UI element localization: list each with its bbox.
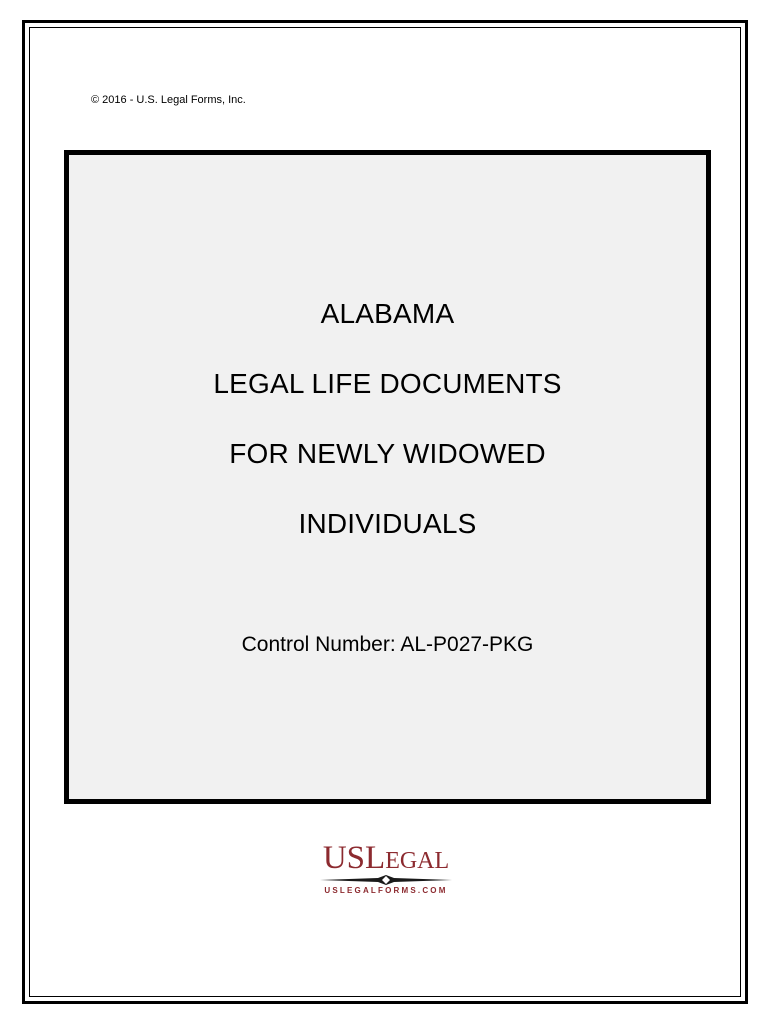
document-title-line-3: INDIVIDUALS	[298, 508, 477, 539]
logo-l: L	[365, 840, 386, 876]
cover-title-box	[64, 150, 711, 804]
document-title-line-2: FOR NEWLY WIDOWED	[229, 438, 546, 469]
state-title: ALABAMA	[320, 298, 455, 329]
copyright-notice: © 2016 - U.S. Legal Forms, Inc.	[91, 94, 246, 106]
control-number: Control Number: AL-P027-PKG	[241, 633, 534, 656]
eagle-wings-icon	[316, 874, 456, 886]
logo-us: US	[322, 840, 366, 876]
document-title-line-1: LEGAL LIFE DOCUMENTS	[213, 368, 562, 399]
logo-wordmark	[316, 840, 456, 877]
uslegal-logo	[280, 840, 490, 900]
logo-egal: EGAL	[385, 848, 450, 874]
logo-url: USLEGALFORMS.COM	[324, 886, 448, 895]
